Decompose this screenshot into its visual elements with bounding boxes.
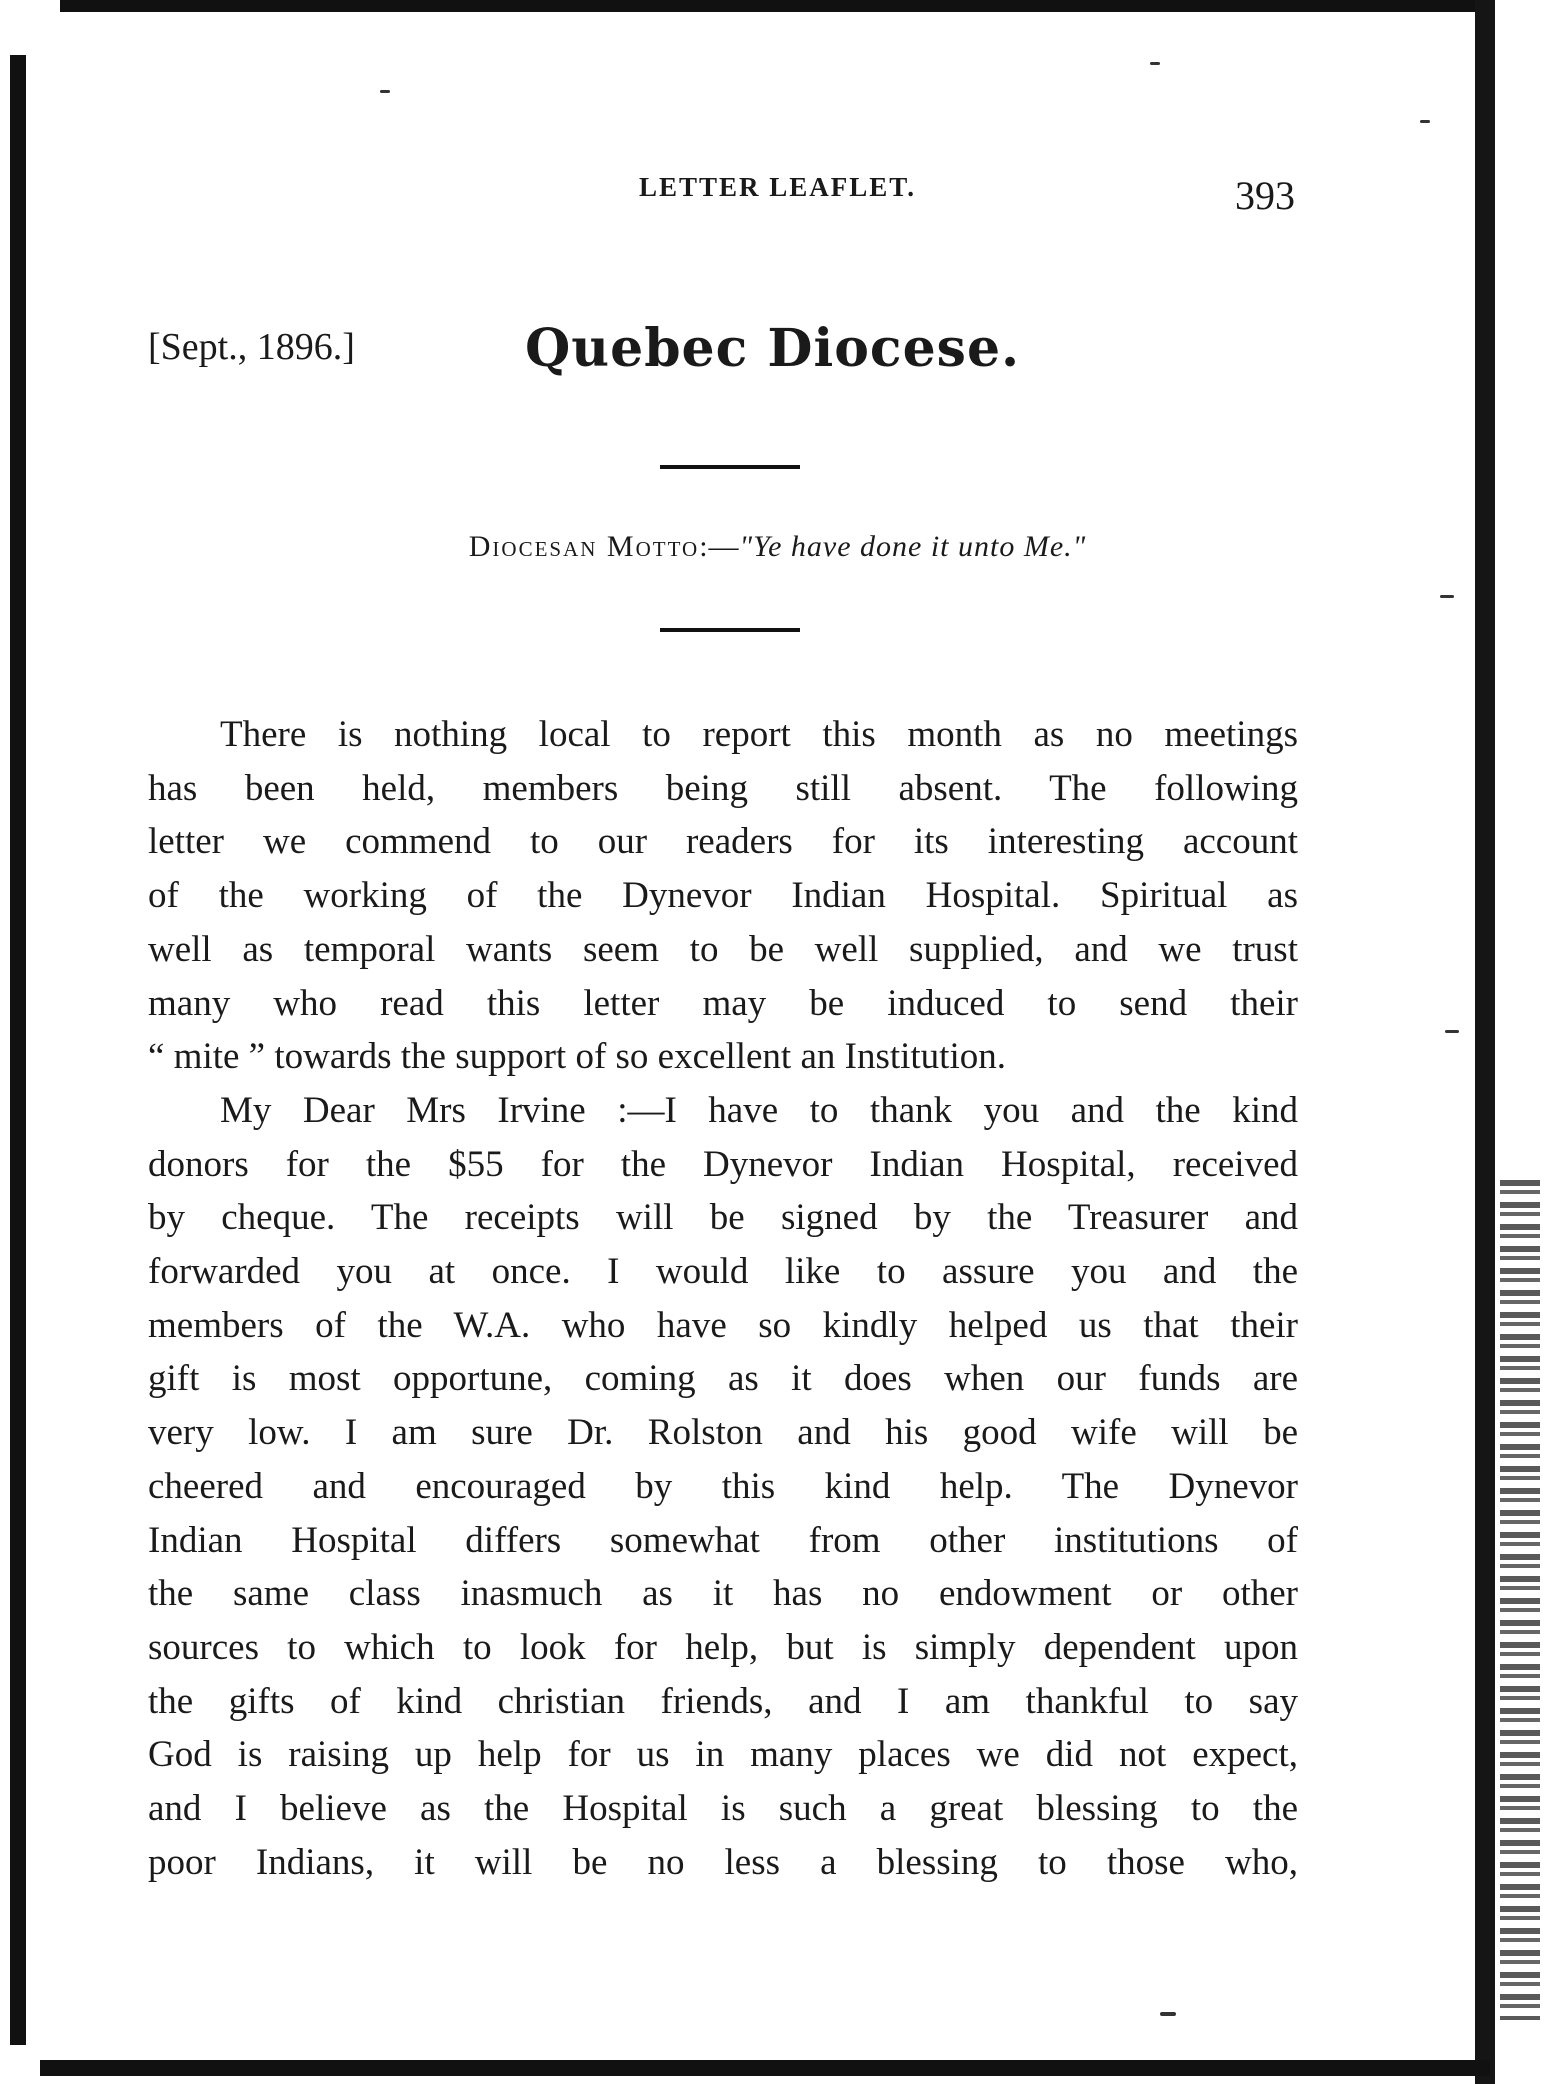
text-line: of the working of the Dynevor Indian Hospital. Spiritual as [148,875,1298,917]
text-line: gift is most opportune, coming as it does when our funds are [148,1358,1298,1400]
section-title: Quebec Diocese. [525,318,1021,379]
divider-rule [660,628,800,632]
issue-date: [Sept., 1896.] [148,326,355,368]
text-line: members of the W.A. who have so kindly helped us that their [148,1304,1298,1346]
diocesan-motto [0,530,1555,564]
text-line: very low. I am sure Dr. Rolston and his good wife will be [148,1412,1298,1454]
text-line: My Dear Mrs Irvine :—I have to thank you and the kind [220,1089,1298,1131]
text-line: poor Indians, it will be no less a blessing to those who, [148,1841,1298,1883]
text-line: “ mite ” towards the support of so excellent an Institution. [148,1036,1006,1078]
scan-border-left [10,55,26,2045]
motto-separator: :— [699,530,740,563]
text-line: cheered and encouraged by this kind help. The Dynevor [148,1465,1298,1507]
text-line: by cheque. The receipts will be signed by the Treasurer and [148,1197,1298,1239]
divider-rule [660,465,800,469]
scan-border-bottom [40,2060,1490,2076]
scan-speck [1440,595,1454,598]
text-line: Indian Hospital differs somewhat from other institutions of [148,1519,1298,1561]
text-line: letter we commend to our readers for its interesting account [148,821,1298,863]
text-line: has been held, members being still absent. The following [148,767,1298,809]
scan-edge-noise [1500,1180,1540,2020]
text-line: many who read this letter may be induced to send their [148,982,1298,1024]
letter-body [148,708,1298,1889]
scan-speck [1160,2012,1176,2016]
text-line: donors for the $55 for the Dynevor Indian Hospital, received [148,1143,1298,1185]
text-line: well as temporal wants seem to be well supplied, and we trust [148,928,1298,970]
text-line: There is nothing local to report this month as no meetings [220,714,1298,755]
scan-border-top [60,0,1490,12]
intro-paragraph [148,708,1298,1084]
scan-border-right [1475,0,1495,2084]
scan-speck [380,90,390,93]
text-line: God is raising up help for us in many places we did not expect, [148,1734,1298,1776]
text-line: the same class inasmuch as it has no endowment or other [148,1573,1298,1615]
text-line: forwarded you at once. I would like to assure you and the [148,1251,1298,1293]
scan-speck [1150,62,1160,65]
text-line: sources to which to look for help, but is simply dependent upon [148,1626,1298,1668]
text-line: and I believe as the Hospital is such a great blessing to the [148,1788,1298,1830]
text-line: the gifts of kind christian friends, and I am thankful to say [148,1680,1298,1722]
motto-label: Diocesan Motto [468,530,700,563]
page-number: 393 [1235,173,1295,218]
scan-speck [1420,120,1430,123]
motto-text: "Ye have done it unto Me." [739,530,1087,563]
running-head: LETTER LEAFLET. [638,172,917,202]
scan-speck [1445,1030,1459,1033]
letter-paragraph [148,1084,1298,1890]
